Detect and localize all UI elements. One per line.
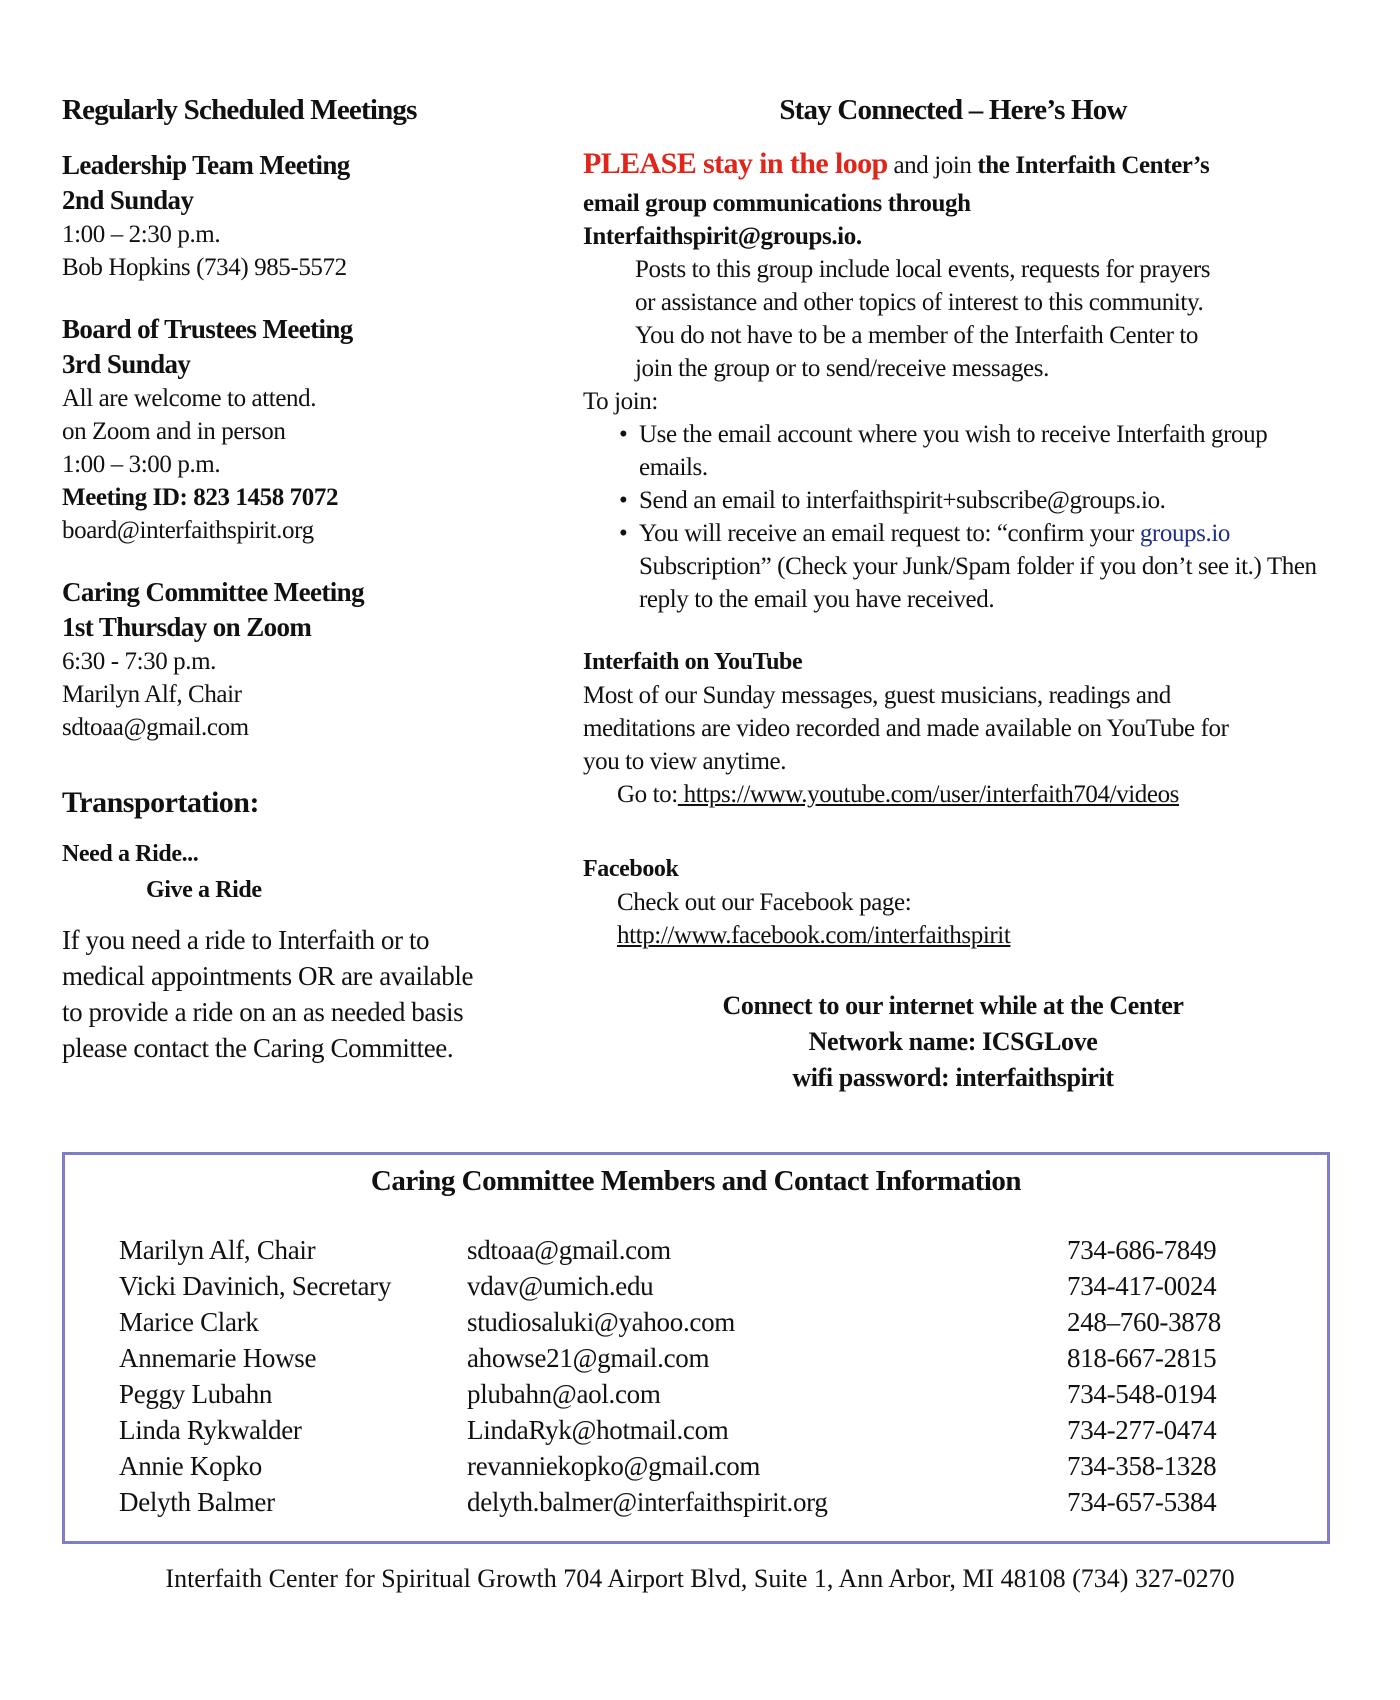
caring-title: Caring Committee Meeting [62, 577, 364, 607]
member-phone: 734-657-5384 [1067, 1487, 1217, 1517]
email-group-intro [583, 146, 1323, 253]
network-line-1: Connect to our internet while at the Center [722, 991, 1184, 1020]
join-step-1: • Use the email account where you wish to receive Interfaith group emails. [619, 418, 1323, 484]
join-steps-list [619, 418, 1323, 616]
transport-line: please contact the Caring Committee. [62, 1033, 454, 1063]
board-where: on Zoom and in person [62, 418, 286, 445]
youtube-line: you to view anytime. [583, 748, 787, 775]
network-info [583, 988, 1323, 1096]
give-ride-label: Give a Ride [146, 877, 262, 903]
list-item [119, 1235, 1279, 1271]
left-column [62, 92, 532, 1066]
list-item [119, 1271, 1279, 1307]
footer-address: Interfaith Center for Spiritual Growth 704 Airport Blvd, Suite 1, Ann Arbor, MI 48108 (734) 327-0270 [165, 1564, 1235, 1593]
leadership-title: Leadership Team Meeting [62, 150, 350, 180]
member-name: Marilyn Alf, Chair [119, 1235, 316, 1265]
board-welcome: All are welcome to attend. [62, 385, 317, 412]
caring-chair: Marilyn Alf, Chair [62, 681, 242, 708]
transportation-heading: Transportation: [62, 786, 259, 819]
wifi-password: wifi password: interfaithspirit [792, 1063, 1114, 1092]
member-email[interactable]: revanniekopko@gmail.com [467, 1451, 761, 1481]
member-name: Annie Kopko [119, 1451, 262, 1481]
transport-line: to provide a ride on an as needed basis [62, 997, 464, 1027]
youtube-section [583, 646, 1323, 811]
member-name: Peggy Lubahn [119, 1379, 273, 1409]
member-phone: 734-548-0194 [1067, 1379, 1217, 1409]
member-phone: 734-277-0474 [1067, 1415, 1217, 1445]
goto-label: Go to: [617, 781, 678, 808]
facebook-link[interactable]: http://www.facebook.com/interfaithspirit [617, 922, 1011, 949]
member-name: Delyth Balmer [119, 1487, 275, 1517]
board-meeting [62, 312, 532, 547]
member-phone: 734-417-0024 [1067, 1271, 1217, 1301]
caring-email[interactable]: sdtoaa@gmail.com [62, 714, 249, 741]
posts-line: join the group or to send/receive messages. [635, 355, 1049, 382]
stay-connected-heading: Stay Connected – Here’s How [779, 94, 1127, 126]
member-email[interactable]: sdtoaa@gmail.com [467, 1235, 671, 1265]
facebook-text: Check out our Facebook page: [617, 889, 912, 916]
list-item [119, 1487, 1279, 1523]
youtube-line: meditations are video recorded and made available on YouTube for [583, 715, 1229, 742]
youtube-heading: Interfaith on YouTube [583, 649, 803, 675]
posts-line: You do not have to be a member of the Interfaith Center to [635, 322, 1198, 349]
member-email[interactable]: ahowse21@gmail.com [467, 1343, 710, 1373]
transportation-text [62, 922, 532, 1066]
member-name: Linda Rykwalder [119, 1415, 302, 1445]
youtube-link[interactable]: https://www.youtube.com/user/interfaith704/videos [677, 781, 1180, 808]
posts-description [583, 253, 1323, 385]
member-phone: 248–760-3878 [1067, 1307, 1221, 1337]
list-item [119, 1415, 1279, 1451]
youtube-line: Most of our Sunday messages, guest musicians, readings and [583, 682, 1171, 709]
please-stay-in-loop: PLEASE stay in the loop [583, 147, 888, 180]
board-meeting-id: Meeting ID: 823 1458 7072 [62, 484, 339, 511]
leadership-meeting [62, 148, 532, 284]
network-name: Network name: ICSGLove [808, 1027, 1098, 1056]
board-time: 1:00 – 3:00 p.m. [62, 451, 221, 478]
member-name: Vicki Davinich, Secretary [119, 1271, 392, 1301]
right-column [583, 92, 1323, 1096]
member-name: Annemarie Howse [119, 1343, 317, 1373]
list-item [119, 1343, 1279, 1379]
email-group-line: email group communications through [583, 190, 971, 217]
member-email[interactable]: LindaRyk@hotmail.com [467, 1415, 729, 1445]
and-join-text: and join [887, 152, 978, 179]
member-name: Marice Clark [119, 1307, 259, 1337]
caring-time: 6:30 - 7:30 p.m. [62, 648, 217, 675]
caring-when: 1st Thursday on Zoom [62, 612, 312, 642]
member-phone: 818-667-2815 [1067, 1343, 1217, 1373]
to-join-label: To join: [583, 388, 658, 415]
leadership-contact: Bob Hopkins (734) 985-5572 [62, 254, 347, 281]
member-email[interactable]: vdav@umich.edu [467, 1271, 654, 1301]
facebook-section [583, 853, 1323, 952]
groups-io-address[interactable]: Interfaithspirit@groups.io. [583, 223, 862, 250]
join-step-3-pre: You will receive an email request to: “confirm your [639, 520, 1140, 547]
members-heading: Caring Committee Members and Contact Information [370, 1165, 1022, 1197]
caring-committee-box [62, 1152, 1330, 1544]
member-email[interactable]: delyth.balmer@interfaithspirit.org [467, 1487, 828, 1517]
facebook-heading: Facebook [583, 856, 679, 882]
caring-meeting [62, 575, 532, 744]
youtube-goto [583, 778, 1323, 811]
join-step-3 [619, 517, 1323, 616]
join-step-2: • Send an email to interfaithspirit+subscribe@groups.io. [619, 484, 1323, 517]
posts-line: Posts to this group include local events, requests for prayers [635, 256, 1211, 283]
member-email[interactable]: plubahn@aol.com [467, 1379, 661, 1409]
members-list [119, 1235, 1279, 1523]
list-item [119, 1451, 1279, 1487]
need-ride-label: Need a Ride... [62, 841, 199, 867]
leadership-when: 2nd Sunday [62, 185, 194, 215]
interfaith-center-text: the Interfaith Center’s [977, 152, 1210, 179]
board-title: Board of Trustees Meeting [62, 314, 353, 344]
transport-line: medical appointments OR are available [62, 961, 474, 991]
transport-line: If you need a ride to Interfaith or to [62, 925, 430, 955]
list-item [119, 1379, 1279, 1415]
member-phone: 734-686-7849 [1067, 1235, 1217, 1265]
join-step-3-post: Subscription” (Check your Junk/Spam folder if you don’t see it.) Then reply to the email you have received. [639, 553, 1317, 613]
groups-io-link[interactable]: groups.io [1139, 520, 1230, 547]
leadership-time: 1:00 – 2:30 p.m. [62, 221, 221, 248]
meetings-heading: Regularly Scheduled Meetings [62, 94, 417, 126]
posts-line: or assistance and other topics of interest to this community. [635, 289, 1204, 316]
board-when: 3rd Sunday [62, 349, 191, 379]
member-phone: 734-358-1328 [1067, 1451, 1217, 1481]
board-email[interactable]: board@interfaithspirit.org [62, 517, 314, 544]
list-item [119, 1307, 1279, 1343]
member-email[interactable]: studiosaluki@yahoo.com [467, 1307, 735, 1337]
